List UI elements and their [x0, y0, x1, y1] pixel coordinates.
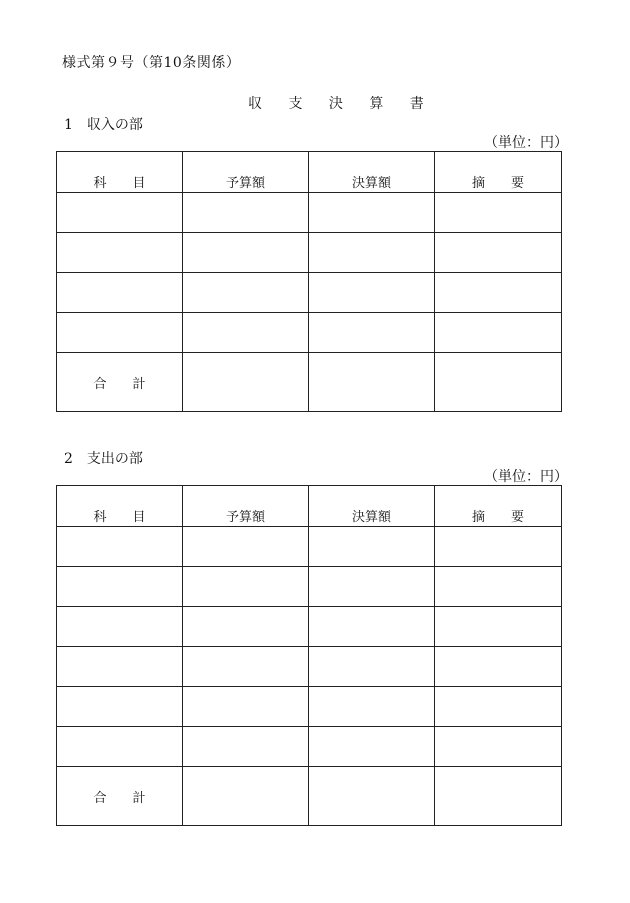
expense-total-notes[interactable] — [435, 767, 562, 826]
expense-cell-notes[interactable] — [435, 647, 562, 687]
expense-cell-actual[interactable] — [309, 527, 435, 567]
expense-cell-budget[interactable] — [183, 687, 309, 727]
expense-cell-actual[interactable] — [309, 607, 435, 647]
expense-cell-budget[interactable] — [183, 567, 309, 607]
income-total-budget[interactable] — [183, 353, 309, 412]
income-total-label: 合 計 — [57, 353, 183, 412]
expense-header-actual: 決算額 — [309, 486, 435, 527]
income-total-row — [57, 353, 562, 412]
income-cell-actual[interactable] — [309, 273, 435, 313]
income-cell-subject[interactable] — [57, 313, 183, 353]
expense-cell-subject[interactable] — [57, 567, 183, 607]
expense-total-label: 合 計 — [57, 767, 183, 826]
expense-cell-budget[interactable] — [183, 527, 309, 567]
income-cell-notes[interactable] — [435, 233, 562, 273]
table-row — [57, 233, 562, 273]
table-row — [57, 527, 562, 567]
expense-cell-notes[interactable] — [435, 727, 562, 767]
document-title: 収 支 決 算 書 — [248, 96, 435, 112]
expense-section-heading: 2 支出の部 — [64, 451, 143, 467]
expense-total-budget[interactable] — [183, 767, 309, 826]
expense-total-actual[interactable] — [309, 767, 435, 826]
income-section-heading: 1 収入の部 — [64, 117, 143, 133]
income-cell-notes[interactable] — [435, 273, 562, 313]
expense-cell-subject[interactable] — [57, 687, 183, 727]
income-cell-subject[interactable] — [57, 233, 183, 273]
income-table — [56, 151, 562, 412]
expense-table — [56, 485, 562, 826]
expense-cell-notes[interactable] — [435, 607, 562, 647]
expense-cell-subject[interactable] — [57, 647, 183, 687]
income-cell-subject[interactable] — [57, 193, 183, 233]
income-cell-notes[interactable] — [435, 193, 562, 233]
expense-header-subject: 科 目 — [57, 486, 183, 527]
table-row — [57, 193, 562, 233]
income-header-actual: 決算額 — [309, 152, 435, 193]
table-row — [57, 647, 562, 687]
expense-cell-notes[interactable] — [435, 687, 562, 727]
expense-unit-note: （単位：円） — [484, 469, 568, 485]
expense-cell-subject[interactable] — [57, 527, 183, 567]
expense-cell-notes[interactable] — [435, 567, 562, 607]
expense-cell-actual[interactable] — [309, 647, 435, 687]
expense-header-row — [57, 486, 562, 527]
expense-cell-notes[interactable] — [435, 527, 562, 567]
income-total-notes[interactable] — [435, 353, 562, 412]
expense-cell-subject[interactable] — [57, 727, 183, 767]
expense-cell-budget[interactable] — [183, 727, 309, 767]
income-header-budget: 予算額 — [183, 152, 309, 193]
expense-total-row — [57, 767, 562, 826]
income-cell-notes[interactable] — [435, 313, 562, 353]
expense-cell-actual[interactable] — [309, 727, 435, 767]
expense-cell-subject[interactable] — [57, 607, 183, 647]
table-row — [57, 313, 562, 353]
table-row — [57, 567, 562, 607]
income-cell-budget[interactable] — [183, 313, 309, 353]
income-cell-budget[interactable] — [183, 273, 309, 313]
expense-header-budget: 予算額 — [183, 486, 309, 527]
expense-header-notes: 摘 要 — [435, 486, 562, 527]
expense-cell-actual[interactable] — [309, 687, 435, 727]
expense-cell-actual[interactable] — [309, 567, 435, 607]
income-header-subject: 科 目 — [57, 152, 183, 193]
form-label: 様式第９号（第10条関係） — [62, 55, 241, 71]
expense-cell-budget[interactable] — [183, 607, 309, 647]
income-header-row — [57, 152, 562, 193]
income-cell-budget[interactable] — [183, 193, 309, 233]
table-row — [57, 607, 562, 647]
income-cell-actual[interactable] — [309, 313, 435, 353]
income-cell-actual[interactable] — [309, 233, 435, 273]
income-cell-budget[interactable] — [183, 233, 309, 273]
income-cell-subject[interactable] — [57, 273, 183, 313]
income-total-actual[interactable] — [309, 353, 435, 412]
income-header-notes: 摘 要 — [435, 152, 562, 193]
table-row — [57, 687, 562, 727]
income-cell-actual[interactable] — [309, 193, 435, 233]
expense-cell-budget[interactable] — [183, 647, 309, 687]
table-row — [57, 273, 562, 313]
income-unit-note: （単位：円） — [484, 135, 568, 151]
table-row — [57, 727, 562, 767]
